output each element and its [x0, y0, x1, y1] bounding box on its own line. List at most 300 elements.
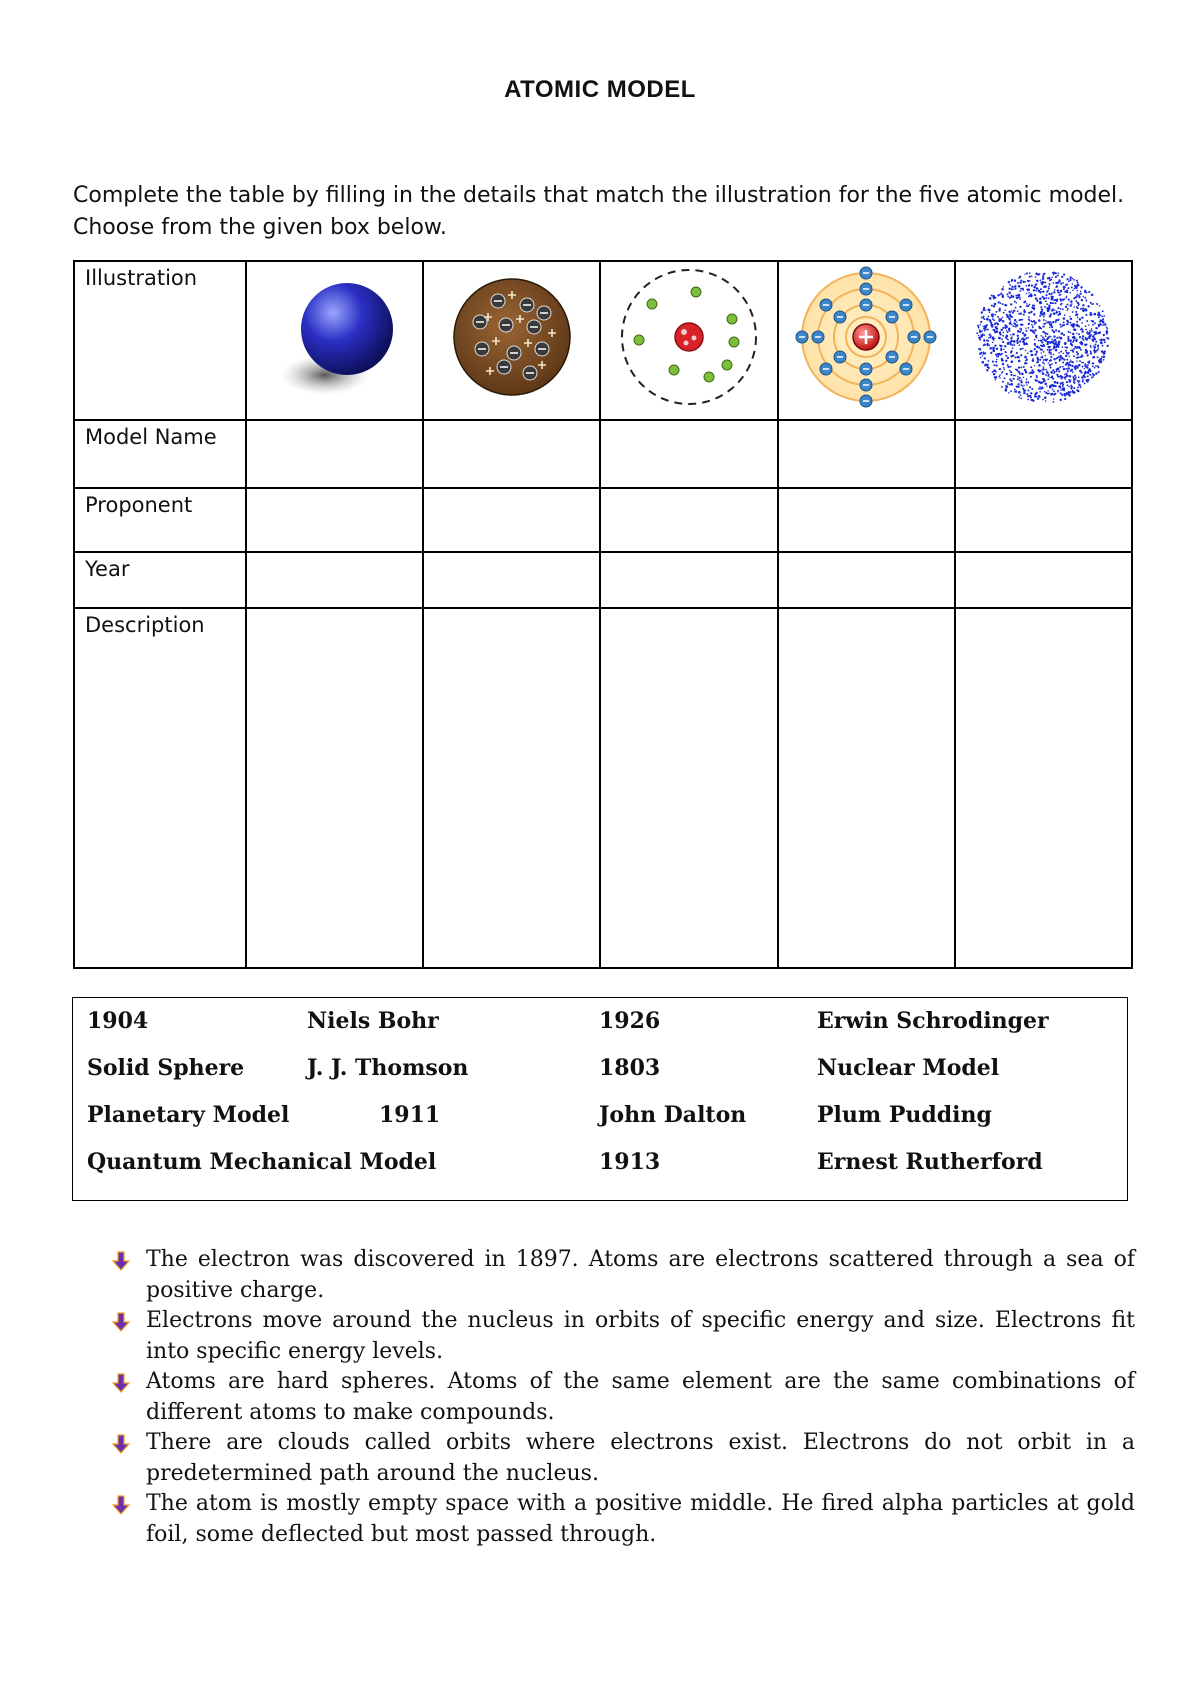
answer-cell[interactable] [955, 552, 1132, 608]
cloud-dot [1059, 370, 1061, 372]
cloud-dot [1014, 319, 1017, 322]
cloud-dot [1024, 392, 1026, 394]
cloud-dot [991, 325, 993, 327]
cloud-dot [982, 330, 984, 332]
cloud-dot [1029, 304, 1031, 306]
cloud-dot [1005, 388, 1007, 390]
cloud-dot [994, 364, 996, 366]
cloud-dot [981, 334, 984, 337]
cloud-dot [1107, 337, 1109, 339]
cloud-dot [1096, 372, 1098, 374]
cloud-dot [1041, 387, 1044, 390]
cloud-dot [1044, 323, 1046, 325]
cloud-dot [1040, 311, 1042, 313]
cloud-dot [1064, 389, 1066, 391]
answer-cell[interactable] [423, 608, 600, 968]
cloud-dot [1020, 281, 1022, 283]
cloud-dot [1092, 303, 1094, 305]
cloud-dot [1049, 352, 1051, 354]
cloud-dot [1060, 290, 1063, 293]
cloud-dot [1082, 366, 1084, 368]
cloud-dot [1011, 374, 1013, 376]
cloud-dot [1051, 356, 1053, 358]
cloud-dot [1001, 348, 1003, 350]
cloud-dot [1078, 333, 1080, 335]
cloud-dot [1069, 356, 1070, 357]
cloud-dot [1016, 295, 1018, 297]
cloud-dot [1031, 285, 1033, 287]
cloud-dot [1051, 393, 1054, 396]
cloud-dot [1025, 301, 1027, 303]
cloud-dot [1102, 345, 1104, 347]
cloud-dot [1064, 374, 1066, 376]
cloud-dot [1072, 311, 1074, 313]
cloud-dot [1094, 331, 1096, 333]
cloud-dot [1096, 327, 1098, 329]
cloud-dot [993, 298, 995, 300]
cloud-dot [1094, 334, 1095, 335]
cloud-dot [983, 316, 985, 318]
cloud-dot [1096, 303, 1098, 305]
cloud-dot [1067, 309, 1069, 311]
cloud-dot [1090, 350, 1092, 352]
cloud-dot [1089, 360, 1091, 362]
cloud-dot [1062, 346, 1064, 348]
cloud-dot [993, 306, 995, 308]
cloud-dot [1002, 320, 1005, 323]
cloud-dot [1050, 359, 1052, 361]
cloud-dot [1028, 327, 1030, 329]
cloud-dot [1070, 276, 1072, 278]
answer-cell[interactable] [600, 488, 777, 552]
cloud-dot [1023, 281, 1025, 283]
cloud-dot [1030, 396, 1032, 398]
cloud-dot [1026, 293, 1028, 295]
cloud-dot [1039, 359, 1041, 361]
cloud-dot [1066, 352, 1068, 354]
row-label-proponent: Proponent [74, 488, 246, 552]
cloud-dot [1083, 304, 1085, 306]
cloud-dot [1053, 274, 1055, 276]
cloud-dot [982, 361, 985, 364]
cloud-dot [1103, 356, 1106, 359]
cloud-dot [987, 370, 989, 372]
cloud-dot [1064, 314, 1066, 316]
cloud-dot [1012, 344, 1014, 346]
cloud-dot [1095, 365, 1096, 366]
cloud-dot [1053, 398, 1054, 399]
solid-sphere-icon [265, 267, 405, 407]
answer-cell[interactable] [423, 552, 600, 608]
cloud-dot [1042, 278, 1044, 280]
cloud-dot [1010, 284, 1012, 286]
cloud-dot [1084, 383, 1086, 385]
cloud-dot [1027, 384, 1029, 386]
cloud-dot [1024, 334, 1027, 337]
cloud-dot [1005, 327, 1007, 329]
cloud-dot [995, 376, 998, 379]
cloud-dot [1070, 304, 1072, 306]
cloud-dot [999, 308, 1001, 310]
cloud-dot [1065, 378, 1066, 379]
answer-cell[interactable] [955, 608, 1132, 968]
table-row [74, 488, 1132, 552]
cloud-dot [986, 318, 989, 321]
cloud-dot [1087, 331, 1088, 332]
cloud-dot [1073, 339, 1075, 341]
cloud-dot [989, 333, 991, 335]
cloud-dot [1060, 303, 1062, 305]
cloud-dot [986, 309, 987, 310]
illustration-cell [600, 261, 777, 420]
cloud-dot [979, 329, 981, 331]
cloud-dot [1085, 325, 1087, 327]
cloud-dot [1050, 302, 1052, 304]
arrow-down-bullet-icon [110, 1311, 132, 1333]
cloud-dot [1051, 293, 1053, 295]
cloud-dot [1024, 369, 1027, 372]
cloud-dot [1058, 319, 1060, 321]
answer-cell[interactable] [955, 488, 1132, 552]
cloud-dot [1035, 353, 1037, 355]
cloud-dot [1052, 277, 1054, 279]
cloud-dot [1022, 373, 1025, 376]
cloud-dot [1052, 302, 1054, 304]
cloud-dot [1106, 330, 1108, 332]
cloud-dot [1053, 369, 1055, 371]
cloud-dot [1016, 352, 1018, 354]
cloud-dot [1043, 359, 1045, 361]
atomic-model-table [73, 260, 1133, 969]
cloud-dot [981, 317, 983, 319]
cloud-dot [1062, 382, 1064, 384]
cloud-dot [1077, 346, 1080, 349]
cloud-dot [1014, 389, 1016, 391]
cloud-dot [1039, 388, 1041, 390]
cloud-dot [1010, 321, 1012, 323]
cloud-dot [1060, 308, 1062, 310]
cloud-dot [983, 351, 985, 353]
cloud-dot [1054, 359, 1055, 360]
cloud-dot [990, 347, 993, 350]
electron-cloud-icon [968, 262, 1118, 412]
cloud-dot [1019, 276, 1021, 278]
cloud-dot [986, 339, 988, 341]
cloud-dot [1059, 336, 1061, 338]
cloud-dot [1085, 365, 1086, 366]
cloud-dot [1032, 369, 1034, 371]
cloud-dot [1042, 313, 1044, 315]
cloud-dot [1011, 336, 1013, 338]
cloud-dot [991, 294, 993, 296]
cloud-dot [1057, 357, 1059, 359]
cloud-dot [989, 297, 991, 299]
cloud-dot [1078, 353, 1080, 355]
cloud-dot [1034, 286, 1037, 289]
cloud-dot [1040, 391, 1042, 393]
cloud-dot [1087, 354, 1089, 356]
cloud-dot [1107, 328, 1109, 330]
answer-cell[interactable] [778, 488, 955, 552]
cloud-dot [1076, 377, 1078, 379]
cloud-dot [1051, 371, 1054, 374]
cloud-dot [1053, 312, 1056, 315]
cloud-dot [1004, 369, 1006, 371]
cloud-dot [1057, 337, 1059, 339]
list-item [110, 1428, 1135, 1489]
cloud-dot [1087, 375, 1089, 377]
cloud-dot [995, 344, 997, 346]
cloud-dot [1003, 367, 1005, 369]
answer-cell[interactable] [955, 420, 1132, 488]
cloud-dot [1005, 360, 1007, 362]
cloud-dot [1020, 297, 1021, 298]
cloud-dot [1086, 380, 1088, 382]
cloud-dot [1018, 391, 1021, 394]
cloud-dot [1000, 377, 1001, 378]
cloud-dot [1053, 354, 1055, 356]
cloud-dot [1015, 285, 1017, 287]
clue-list [110, 1245, 1135, 1550]
cloud-dot [984, 330, 986, 332]
choice-word: 1926 [599, 1008, 661, 1034]
answer-cell[interactable] [778, 552, 955, 608]
cloud-dot [980, 357, 982, 359]
cloud-dot [1079, 380, 1081, 382]
cloud-dot [1060, 387, 1062, 389]
cloud-dot [1008, 342, 1010, 344]
cloud-dot [1013, 374, 1015, 376]
cloud-dot [1066, 296, 1067, 297]
cloud-dot [1059, 360, 1060, 361]
cloud-dot [1030, 350, 1032, 352]
cloud-dot [1062, 358, 1064, 360]
cloud-dot [1060, 366, 1062, 368]
cloud-dot [1081, 342, 1084, 345]
cloud-dot [1053, 291, 1055, 293]
cloud-dot [1056, 329, 1058, 331]
cloud-dot [981, 311, 983, 313]
cloud-dot [1074, 279, 1076, 281]
cloud-dot [1028, 389, 1030, 391]
cloud-dot [1037, 300, 1039, 302]
cloud-dot [1101, 338, 1103, 340]
nuclear-model-icon [614, 262, 764, 412]
cloud-dot [1098, 324, 1101, 327]
cloud-dot [1082, 338, 1084, 340]
cloud-dot [1035, 276, 1037, 278]
answer-cell[interactable] [423, 488, 600, 552]
cloud-dot [1073, 351, 1075, 353]
cloud-dot [1079, 304, 1081, 306]
cloud-dot [1012, 286, 1014, 288]
cloud-dot [1054, 390, 1056, 392]
answer-cell[interactable] [246, 608, 423, 968]
cloud-dot [1101, 360, 1103, 362]
cloud-dot [1031, 354, 1033, 356]
cloud-dot [1084, 290, 1086, 292]
cloud-dot [1075, 365, 1077, 367]
cloud-dot [996, 356, 998, 358]
cloud-dot [1022, 348, 1024, 350]
cloud-dot [1082, 322, 1084, 324]
cloud-dot [1074, 375, 1076, 377]
cloud-dot [1003, 332, 1005, 334]
cloud-dot [994, 319, 996, 321]
cloud-dot [1078, 386, 1080, 388]
cloud-dot [1011, 310, 1013, 312]
cloud-dot [1015, 307, 1017, 309]
answer-cell[interactable] [600, 552, 777, 608]
cloud-dot [1061, 276, 1063, 278]
cloud-dot [1042, 341, 1044, 343]
cloud-dot [1081, 299, 1083, 301]
cloud-dot [1036, 337, 1038, 339]
cloud-dot [1060, 399, 1062, 401]
cloud-dot [1011, 355, 1013, 357]
arrow-down-bullet-icon [110, 1494, 132, 1516]
cloud-dot [1070, 278, 1072, 280]
cloud-dot [1098, 316, 1100, 318]
cloud-dot [1093, 376, 1094, 377]
answer-cell[interactable] [246, 488, 423, 552]
cloud-dot [998, 337, 1000, 339]
cloud-dot [1078, 382, 1080, 384]
cloud-dot [1077, 293, 1079, 295]
cloud-dot [1029, 386, 1031, 388]
cloud-dot [1010, 312, 1011, 313]
cloud-dot [1045, 340, 1047, 342]
answer-cell[interactable] [778, 420, 955, 488]
cloud-dot [1087, 320, 1089, 322]
cloud-dot [1039, 347, 1041, 349]
cloud-dot [1039, 364, 1042, 367]
cloud-dot [1064, 395, 1066, 397]
cloud-dot [983, 327, 985, 329]
answer-cell[interactable] [246, 552, 423, 608]
cloud-dot [1061, 282, 1063, 284]
cloud-dot [1069, 375, 1072, 378]
cloud-dot [1073, 290, 1075, 292]
cloud-dot [1053, 378, 1055, 380]
cloud-dot [1084, 344, 1085, 345]
cloud-dot [1066, 297, 1068, 299]
answer-cell[interactable] [778, 608, 955, 968]
cloud-dot [993, 295, 995, 297]
cloud-dot [1076, 351, 1078, 353]
cloud-dot [1062, 384, 1064, 386]
cloud-dot [991, 305, 993, 307]
cloud-dot [1075, 368, 1077, 370]
cloud-dot [1038, 340, 1040, 342]
cloud-dot [1042, 356, 1043, 357]
cloud-dot [1021, 379, 1022, 380]
cloud-dot [1072, 365, 1074, 367]
cloud-dot [1027, 393, 1029, 395]
table-row [74, 261, 1132, 420]
cloud-dot [1076, 313, 1079, 316]
cloud-dot [999, 318, 1001, 320]
cloud-dot [1049, 283, 1051, 285]
cloud-dot [1027, 343, 1029, 345]
cloud-dot [1082, 307, 1084, 309]
cloud-dot [1020, 331, 1022, 333]
cloud-dot [1048, 277, 1050, 279]
cloud-dot [1020, 319, 1022, 321]
cloud-dot [1069, 386, 1071, 388]
answer-cell[interactable] [423, 420, 600, 488]
cloud-dot [1002, 303, 1004, 305]
cloud-dot [1022, 386, 1024, 388]
cloud-dot [1057, 289, 1059, 291]
cloud-dot [1008, 281, 1010, 283]
cloud-dot [1035, 329, 1037, 331]
cloud-dot [1031, 275, 1033, 277]
cloud-dot [1032, 327, 1034, 329]
answer-cell[interactable] [600, 420, 777, 488]
cloud-dot [1004, 377, 1006, 379]
cloud-dot [1072, 283, 1074, 285]
cloud-dot [1029, 276, 1031, 278]
cloud-dot [1011, 280, 1013, 282]
cloud-dot [1010, 323, 1012, 325]
row-label-description: Description [74, 608, 246, 968]
cloud-dot [1036, 283, 1038, 285]
cloud-dot [983, 307, 985, 309]
cloud-dot [1066, 368, 1068, 370]
cloud-dot [1011, 296, 1013, 298]
cloud-dot [979, 330, 982, 333]
cloud-dot [1018, 285, 1021, 288]
cloud-dot [1052, 349, 1054, 351]
cloud-dot [1054, 310, 1055, 311]
choice-word: 1911 [379, 1102, 441, 1128]
cloud-dot [1024, 309, 1026, 311]
cloud-dot [988, 316, 990, 318]
cloud-dot [1046, 320, 1047, 321]
cloud-dot [1018, 366, 1020, 368]
cloud-dot [1032, 307, 1034, 309]
cloud-dot [1059, 292, 1061, 294]
cloud-dot [1047, 291, 1049, 293]
cloud-dot [1085, 297, 1087, 299]
cloud-dot [1088, 305, 1090, 307]
cloud-dot [1017, 356, 1019, 358]
cloud-dot [1040, 339, 1042, 341]
cloud-dot [1063, 322, 1065, 324]
arrow-down-bullet-icon [110, 1433, 132, 1455]
cloud-dot [1032, 304, 1034, 306]
cloud-dot [1093, 336, 1095, 338]
cloud-dot [1070, 316, 1071, 317]
illustration-cell [778, 261, 955, 420]
cloud-dot [1043, 312, 1045, 314]
cloud-dot [996, 359, 998, 361]
cloud-dot [1016, 326, 1018, 328]
cloud-dot [1056, 371, 1057, 372]
cloud-dot [999, 353, 1001, 355]
cloud-dot [1080, 349, 1082, 351]
cloud-dot [1104, 315, 1106, 317]
cloud-dot [1034, 395, 1036, 397]
cloud-dot [1043, 338, 1044, 339]
cloud-dot [1014, 343, 1015, 344]
answer-cell[interactable] [600, 608, 777, 968]
cloud-dot [1033, 400, 1035, 402]
answer-cell[interactable] [246, 420, 423, 488]
cloud-dot [1079, 318, 1082, 321]
cloud-dot [995, 314, 997, 316]
